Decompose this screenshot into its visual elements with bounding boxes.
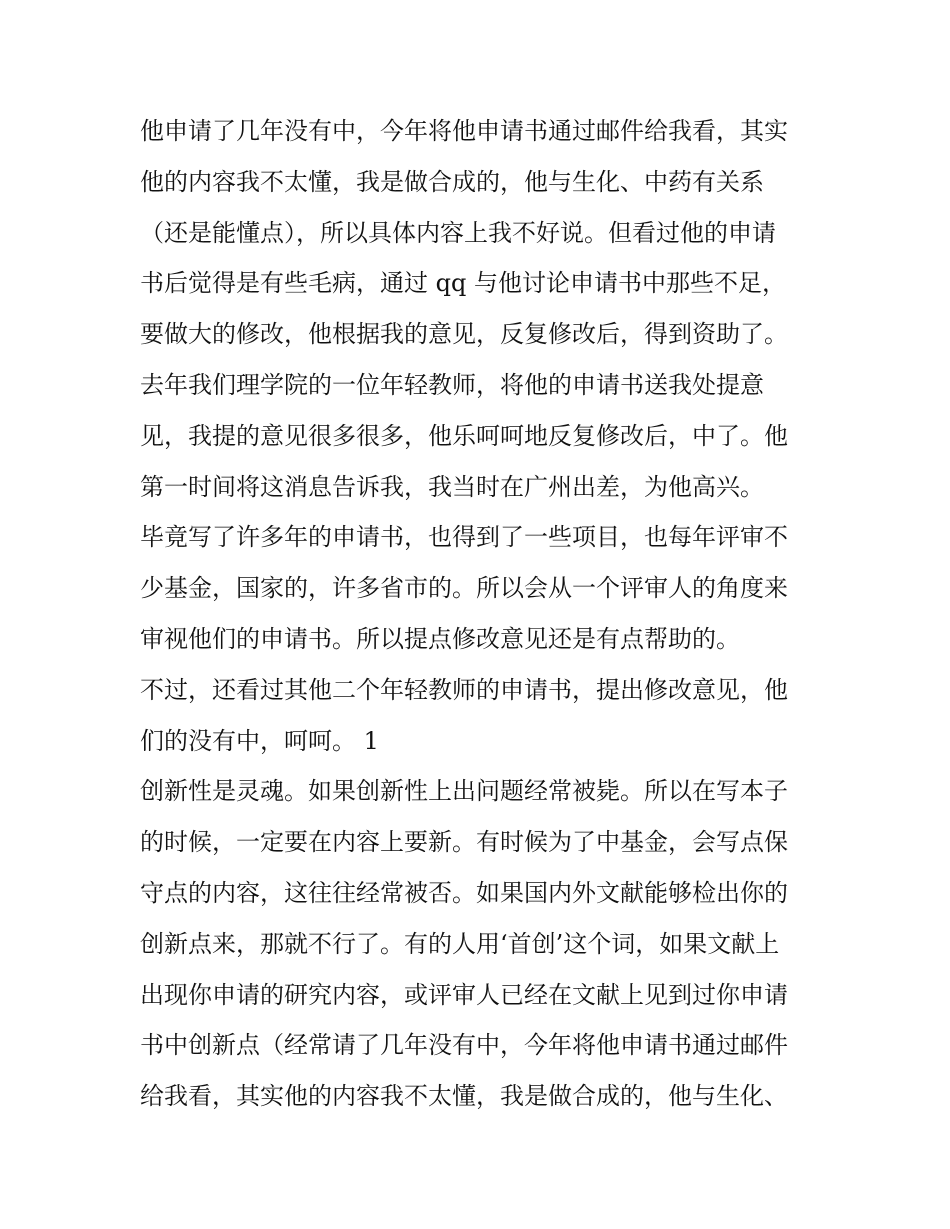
text-line: 创新性是灵魂。如果创新性上出问题经常被毙。所以在写本子 (140, 777, 788, 806)
text-line: 不过，还看过其他二个年轻教师的申请书，提出修改意见，他 (140, 675, 788, 704)
text-line: 创新点来，那就不行了。有的人用‘首创’这个词，如果文献上 (140, 929, 780, 958)
text-line: 要做大的修改，他根据我的意见，反复修改后，得到资助了。 (140, 320, 788, 349)
text-line: 出现你申请的研究内容，或评审人已经在文献上见到过你申请 (140, 980, 788, 1009)
text-line: 书后觉得是有些毛病，通过 qq 与他讨论申请书中那些不足， (140, 269, 786, 298)
text-line: 审视他们的申请书。所以提点修改意见还是有点帮助的。 (140, 624, 740, 653)
text-line: 的时候，一定要在内容上要新。有时候为了中基金，会写点保 (140, 828, 788, 857)
text-line: 去年我们理学院的一位年轻教师，将他的申请书送我处提意 (140, 370, 764, 399)
text-line: 少基金，国家的，许多省市的。所以会从一个评审人的角度来 (140, 574, 788, 603)
text-line: 毕竟写了许多年的申请书，也得到了一些项目，也每年评审不 (140, 523, 788, 552)
text-line: 第一时间将这消息告诉我，我当时在广州出差，为他高兴。 (140, 472, 764, 501)
text-line: （还是能懂点），所以具体内容上我不好说。但看过他的申请 (140, 218, 776, 247)
body-text (140, 106, 820, 1122)
text-line: 们的没有中，呵呵。 1 (140, 726, 379, 755)
text-line: 他申请了几年没有中，今年将他申请书通过邮件给我看，其实 (140, 117, 788, 145)
text-line: 守点的内容，这往往经常被否。如果国内外文献能够检出你的 (140, 878, 788, 907)
text-line: 见，我提的意见很多很多，他乐呵呵地反复修改后，中了。他 (140, 421, 788, 450)
text-line: 书中创新点（经常请了几年没有中，今年将他申请书通过邮件 (140, 1031, 788, 1060)
text-line: 他的内容我不太懂，我是做合成的，他与生化、中药有关系 (140, 167, 764, 196)
text-line: 给我看，其实他的内容我不太懂，我是做合成的，他与生化、 (140, 1082, 788, 1111)
